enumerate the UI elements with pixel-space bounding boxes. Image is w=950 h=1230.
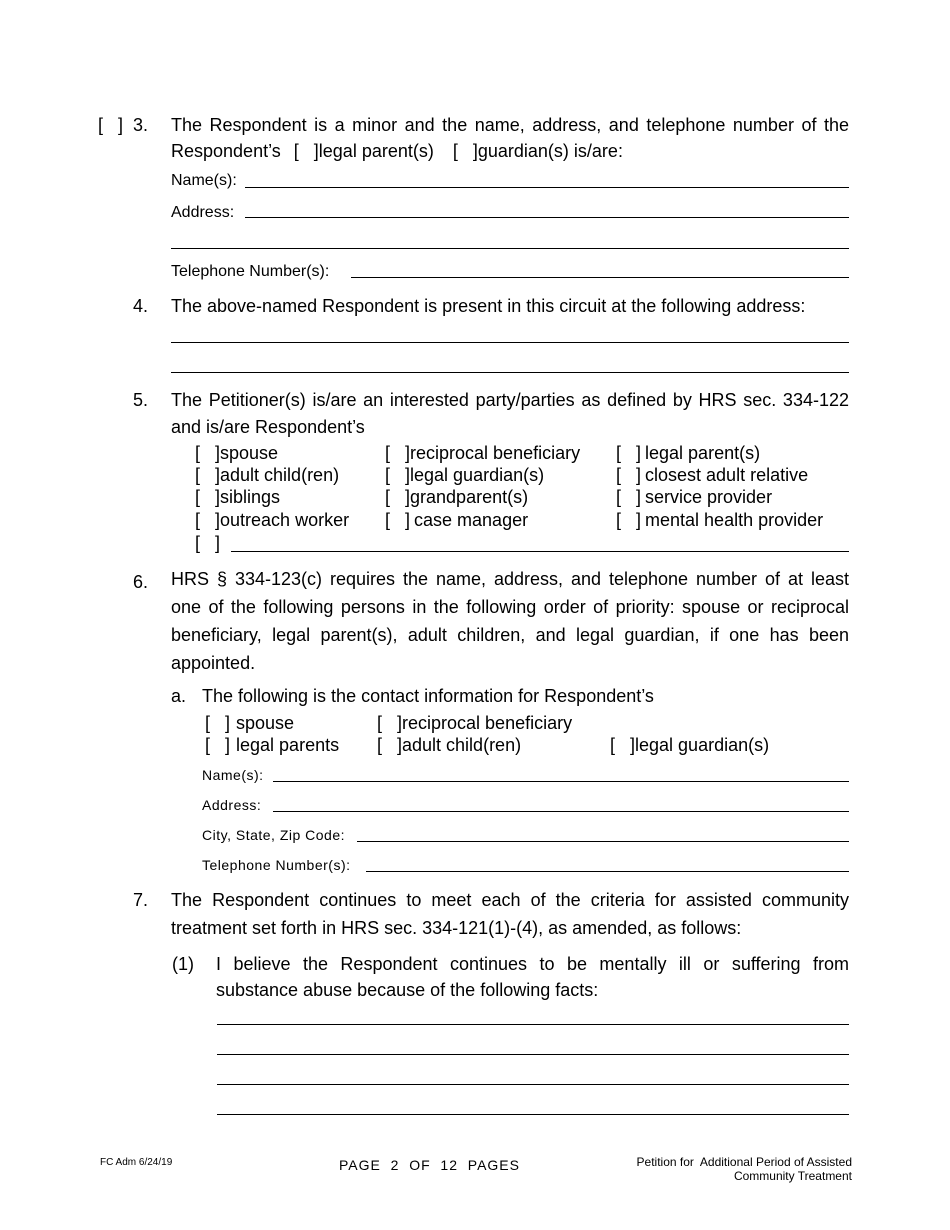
item3-parent-label: legal parent(s): [318, 141, 434, 161]
item5-option-spouse[interactable]: [ ]spouse: [195, 443, 279, 463]
item5-option-adult-children[interactable]: [ ]adult child(ren): [195, 465, 340, 485]
item3-guardian-checkbox[interactable]: [ ]: [452, 141, 478, 161]
item7-facts-field-1[interactable]: [217, 1024, 849, 1025]
item6a-city-field[interactable]: [357, 841, 849, 842]
item7-line2: treatment set forth in HRS sec. 334-121(1)-(4), as amended, as follows:: [171, 918, 742, 938]
item7-sub1-line2: substance abuse because of the following facts:: [216, 980, 599, 1000]
item5-option-legal-guardian[interactable]: [ ]legal guardian(s): [385, 465, 545, 485]
item3-name-field[interactable]: [245, 187, 849, 188]
item3-parent-checkbox[interactable]: [ ]: [293, 141, 319, 161]
item3-phone-field[interactable]: [351, 277, 849, 278]
item3-line1: The Respondent is a minor and the name, address, and telephone number of the: [171, 115, 849, 135]
item6a-name-label: Name(s):: [202, 767, 264, 783]
item6a-option-reciprocal-beneficiary[interactable]: [ ]reciprocal beneficiary: [377, 713, 573, 733]
item3-name-label: Name(s):: [171, 172, 237, 189]
item7-facts-field-2[interactable]: [217, 1054, 849, 1055]
item6a-text: The following is the contact information for Respondent’s: [202, 686, 654, 706]
footer-form-id: FC Adm 6/24/19: [100, 1157, 173, 1168]
item5-line2: and is/are Respondent’s: [171, 417, 365, 437]
item7-sub1-line1: I believe the Respondent continues to be mentally ill or suffering from: [216, 954, 849, 974]
item4-address-field[interactable]: [171, 342, 849, 343]
item6-line4: appointed.: [171, 653, 256, 673]
footer-page-number: PAGE 2 OF 12 PAGES: [339, 1157, 520, 1173]
item3-line2-prefix: Respondent’s: [171, 141, 281, 161]
item6a-letter: a.: [171, 686, 187, 706]
item3-guardian-label: guardian(s) is/are:: [477, 141, 623, 161]
item6a-option-legal-guardian[interactable]: [ ]legal guardian(s): [610, 735, 770, 755]
item5-option-other[interactable]: [ ]: [195, 533, 221, 553]
item3-checkbox[interactable]: [ ]: [98, 115, 124, 135]
item6a-address-field[interactable]: [273, 811, 849, 812]
item5-option-mental-health-provider[interactable]: [ ] mental health provider: [616, 510, 824, 530]
item4-text: The above-named Respondent is present in this circuit at the following address:: [171, 296, 806, 316]
item5-option-case-manager[interactable]: [ ] case manager: [385, 510, 529, 530]
footer-title-line2: Community Treatment: [733, 1169, 852, 1183]
item5-line1: The Petitioner(s) is/are an interested party/parties as defined by HRS sec. 334-122: [171, 390, 849, 410]
item6a-option-adult-children[interactable]: [ ]adult child(ren): [377, 735, 522, 755]
item6-number: 6.: [133, 572, 149, 592]
item6a-name-field[interactable]: [273, 781, 849, 782]
item3-address-label: Address:: [171, 204, 235, 221]
item5-option-service-provider[interactable]: [ ] service provider: [616, 487, 773, 507]
item3-number: 3.: [133, 115, 149, 135]
item6-line1: HRS § 334-123(c) requires the name, address, and telephone number of at least: [171, 569, 849, 589]
item6a-option-legal-parents[interactable]: [ ] legal parents: [205, 735, 340, 755]
footer-title-line1: Petition for Additional Period of Assisted: [636, 1155, 852, 1169]
item5-option-reciprocal-beneficiary[interactable]: [ ]reciprocal beneficiary: [385, 443, 581, 463]
item5-option-siblings[interactable]: [ ]siblings: [195, 487, 281, 507]
item5-option-grandparents[interactable]: [ ]grandparent(s): [385, 487, 529, 507]
item6-line2: one of the following persons in the following order of priority: spouse or reciprocal: [171, 597, 849, 617]
item7-line1: The Respondent continues to meet each of the criteria for assisted community: [171, 890, 849, 910]
item7-number: 7.: [133, 890, 149, 910]
item4-address-field-2[interactable]: [171, 372, 849, 373]
item6a-address-label: Address:: [202, 797, 262, 813]
item3-phone-label: Telephone Number(s):: [171, 263, 330, 280]
item5-number: 5.: [133, 390, 149, 410]
item6a-phone-label: Telephone Number(s):: [202, 857, 351, 873]
item7-sub1-number: (1): [172, 954, 194, 974]
item3-address-field-2[interactable]: [171, 248, 849, 249]
item5-option-outreach-worker[interactable]: [ ]outreach worker: [195, 510, 350, 530]
item5-option-legal-parent[interactable]: [ ] legal parent(s): [616, 443, 761, 463]
item6a-city-label: City, State, Zip Code:: [202, 827, 346, 843]
item6a-phone-field[interactable]: [366, 871, 849, 872]
item6-line3: beneficiary, legal parent(s), adult children, and legal guardian, if one has been: [171, 625, 849, 645]
item3-line2: [171, 140, 623, 162]
item3-address-field[interactable]: [245, 217, 849, 218]
item6a-option-spouse[interactable]: [ ] spouse: [205, 713, 295, 733]
item4-number: 4.: [133, 296, 149, 316]
item5-other-field[interactable]: [231, 551, 849, 552]
item5-option-closest-adult-relative[interactable]: [ ] closest adult relative: [616, 465, 809, 485]
item7-facts-field-3[interactable]: [217, 1084, 849, 1085]
item7-facts-field-4[interactable]: [217, 1114, 849, 1115]
